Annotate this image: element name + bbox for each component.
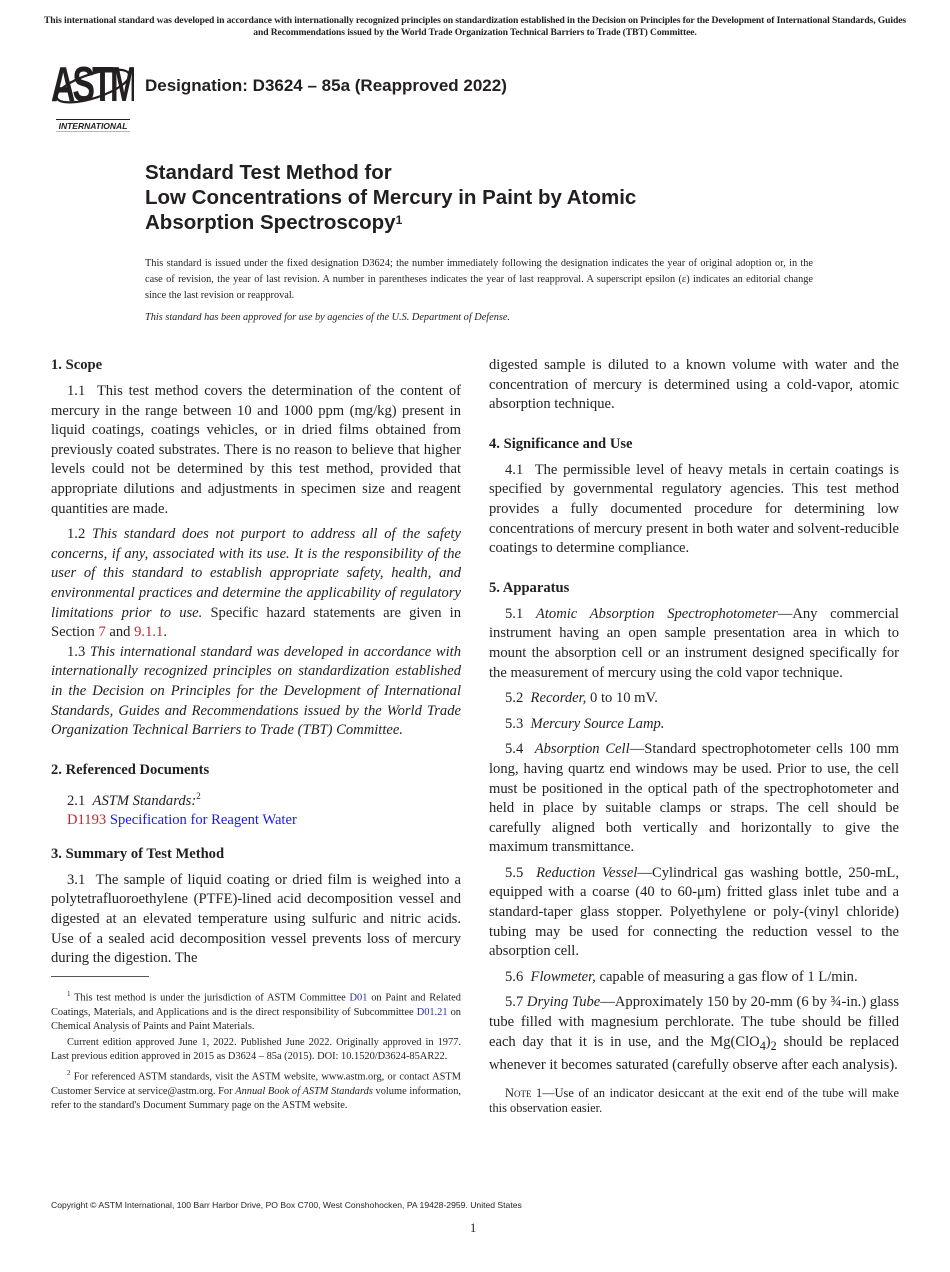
- astm-logo: [52, 56, 134, 132]
- paragraph-1-3: 1.3 This international standard was developed in accordance with internationally recognized principles on standardization established in the Decision on Principles for the Development of International Standards, Guides and Recommendations issued by the World Trade Organization Technical Barriers to Trade (TBT) Committee.: [51, 643, 462, 739]
- paragraph-5-2: 5.2 Recorder, 0 to 10 mV.: [505, 690, 658, 707]
- section-7-link[interactable]: 7: [98, 624, 106, 641]
- paragraph-5-4: 5.4 Absorption Cell—Standard spectrophotometer cells 100 mm long, having quartz end windows may be used. Prior to use, the cell must be positioned in the optical path of the spectrophotometer and held in place by suitable clamps or straps. The cell should be carefully aligned both vertically and horizontally to give the maximum transmittance.: [489, 741, 899, 856]
- issued-note: This standard is issued under the fixed designation D3624; the number immediately following the designation indicates the year of original adoption or, in the case of revision, the year of last revision. A number in parentheses indicates the year of last reapproval. A superscript epsilon (ε) indicates an editorial change since the last revision or reapproval.: [145, 258, 813, 301]
- footnote-divider: [51, 976, 149, 977]
- paragraph-2-1: 2.1 ASTM Standards:$^2$: [67, 790, 201, 809]
- reagent-water-spec-link[interactable]: Specification for Reagent Water: [109, 812, 297, 829]
- copyright-footer: Copyright © ASTM International, 100 Barr Harbor Drive, PO Box C700, West Conshohocken, PA 19428-2959. United States: [51, 1200, 522, 1210]
- section-9-1-1-link[interactable]: 9.1.1: [134, 624, 164, 641]
- right-column: [489, 356, 899, 1116]
- paragraph-1-1: 1.1 This test method covers the determination of the content of mercury in the range between 10 and 1000 ppm (mg/kg) present in liquid coatings, coatings vehicles, or in dried films obtained from previously coated substrates. There is no reason to believe that higher levels could not be determined by this test method, provided that appropriate dilutions and adjustments in specimen size and reagent quantities are made.: [51, 383, 462, 517]
- section-heading-significance: 4. Significance and Use: [489, 435, 633, 452]
- title-line-2: Low Concentrations of Mercury in Paint by Atomic: [145, 186, 637, 209]
- document-title: [145, 160, 845, 235]
- footnote-1: $^1$ This test method is under the jurisdiction of ASTM Committee D01 on Paint and Related Coatings, Materials, and Applications and is the direct responsibility of Subcommittee D01.21 on Chemical Analysis of Paints and Paint Materials.: [51, 990, 461, 1033]
- footnote-2: $^2$ For referenced ASTM standards, visit the ASTM website, www.astm.org, or contact ASTM Customer Service at service@astm.org. For Annual Book of ASTM Standards volume information, refer to the standard's Document Summary page on the ASTM website.: [51, 1068, 461, 1112]
- dod-note: This standard has been approved for use by agencies of the U.S. Department of Defense.: [145, 312, 511, 323]
- paragraph-5-1: 5.1 Atomic Absorption Spectrophotometer—Any commercial instrument having an open sample presentation area in which to mount the absorption cell or an instrument designed specifically for the measurement of mercury using the cold vapor technique.: [489, 605, 899, 681]
- paragraph-3-1-continued: digested sample is diluted to a known volume with water and the concentration of mercury is determined using a cold-vapor, atomic absorption technique.: [489, 357, 899, 413]
- paragraph-4-1: 4.1 The permissible level of heavy metals in certain coatings is specified by governmental regulatory agencies. This test method provides a fully documented procedure for determining low concentrations of mercury present in both water and solvent-reducible coatings to determine compliance.: [489, 461, 899, 557]
- section-heading-summary: 3. Summary of Test Method: [51, 845, 225, 862]
- top-notice: This international standard was developed in accordance with internationally recognized principles on standardization established in the Decision on Principles for the Development of International Standards, Guides and Recommendations issued by the World Trade Organization Technical Barriers to Trade (TBT) Committee.: [44, 15, 906, 38]
- section-heading-referenced-documents: 2. Referenced Documents: [51, 761, 210, 778]
- footnotes: [51, 987, 461, 1115]
- paragraph-5-5: 5.5 Reduction Vessel—Cylindrical gas washing bottle, 250-mL, equipped with a coarse (40 to 60-μm) fritted glass inlet tube and a standard-taper glass stopper. Polyethylene or poly-(vinyl chloride) tubing may be used for connecting the reduction vessel to the absorption cell.: [489, 864, 899, 960]
- paragraph-1-2: 1.2 This standard does not purport to address all of the safety concerns, if any, associated with its use. It is the responsibility of the user of this standard to establish appropriate safety, health, and environmental practices and determine the applicability of regulatory limitations prior to use. Specific hazard statements are given in Section 7 and 9.1.1.: [51, 526, 461, 641]
- section-heading-scope: 1. Scope: [51, 357, 103, 373]
- designation: Designation: D3624 – 85a (Reapproved 2022): [145, 76, 507, 95]
- astm-logo-icon: [52, 56, 134, 132]
- page-number: 1: [470, 1221, 477, 1235]
- paragraph-5-7: 5.7 Drying Tube—Approximately 150 by 20-mm (6 by ¾-in.) glass tube filled with magnesium perchlorate. The tube should be filled each day that it is in use, and the $Mg(ClO_4)_2$ should be replaced whenever it becomes saturated (carefully observe after each analysis).: [489, 994, 900, 1074]
- edition-note: Current edition approved June 1, 2022. Published June 2022. Originally approved in 1977. Last previous edition approved in 2015 as D3624 – 85a (2015). DOI: 10.1520/D3624-85AR22.: [51, 1036, 461, 1063]
- title-line-1: Standard Test Method for: [145, 161, 392, 184]
- paragraph-5-3: 5.3 Mercury Source Lamp.: [505, 715, 665, 732]
- section-heading-apparatus: 5. Apparatus: [489, 579, 570, 596]
- reference-d1193: [51, 811, 461, 831]
- paragraph-3-1: 3.1 The sample of liquid coating or dried film is weighed into a polytetrafluoroethylene (PTFE)-lined acid decomposition vessel and digested at an elevated temperature using sulfuric and nitric acids. Use of a sealed acid decomposition vessel prevents loss of mercury during the digestion. The: [51, 871, 461, 967]
- committee-d01-link[interactable]: D01: [349, 992, 368, 1004]
- d1193-link[interactable]: D1193: [67, 812, 107, 829]
- footnote-2-link[interactable]: 2: [196, 790, 201, 801]
- svg-text:ASTM: ASTM: [52, 56, 134, 112]
- title-footnote-link[interactable]: 1: [395, 213, 403, 227]
- note-1: Note 1—Use of an indicator desiccant at the exit end of the tube will make this observation easier.: [489, 1085, 899, 1115]
- svg-text:INTERNATIONAL: INTERNATIONAL: [58, 121, 128, 131]
- left-column: [51, 356, 461, 975]
- paragraph-5-6: 5.6 Flowmeter, capable of measuring a gas flow of 1 L/min.: [505, 968, 858, 985]
- title-line-3: Absorption Spectroscopy$^1$: [145, 211, 403, 234]
- subcommittee-d01-21-link[interactable]: D01.21: [416, 1006, 448, 1018]
